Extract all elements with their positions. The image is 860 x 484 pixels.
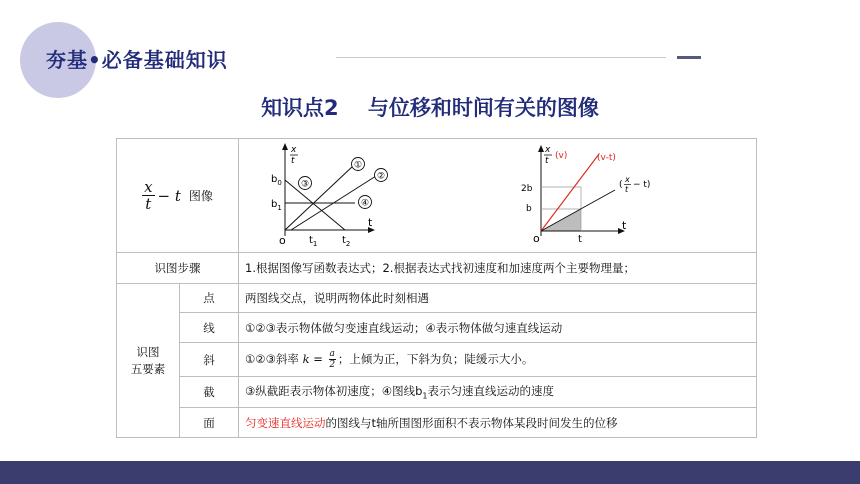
left-line-4-label: ④ <box>360 198 370 209</box>
element-text-area: 匀变速直线运动的图线与t轴所围图形面积不表示物体某段时间发生的位移 <box>239 408 757 438</box>
table-row <box>117 284 757 313</box>
right-tick-2b: 2b <box>521 184 533 194</box>
left-line-3 <box>285 180 345 230</box>
knowledge-table <box>116 138 757 438</box>
graph-left <box>271 143 388 248</box>
right-xt-num: x <box>625 175 630 184</box>
right-axis-y-den: t <box>545 156 549 166</box>
element-key-slope: 斜 <box>180 343 239 377</box>
left-origin: o <box>279 234 286 247</box>
table-row <box>117 408 757 438</box>
header-dash-mark <box>677 56 701 59</box>
left-t1-label: $t_1$ <box>309 235 318 248</box>
graph-label: 图像 <box>188 189 213 203</box>
graph-label-cell <box>117 139 239 253</box>
table-row-graph <box>117 139 757 253</box>
left-line-1 <box>285 166 353 230</box>
element-text-slope: ①②③斜率 k = $\frac{a}{2}$ ；上倾为正，下斜为负；陡缓示大小。 <box>239 343 757 377</box>
graph-cell <box>239 139 757 253</box>
table-row <box>117 377 757 408</box>
section-title: 知识点2 与位移和时间有关的图像 <box>261 96 599 120</box>
table-row <box>117 313 757 343</box>
table-row <box>117 343 757 377</box>
left-b0-label: $b_0$ <box>271 174 282 187</box>
right-origin: o <box>533 232 540 245</box>
element-key-point: 点 <box>180 284 239 313</box>
graphs-svg <box>239 139 756 249</box>
formula-x-over-t-minus-t: $\frac{x}{t}$ − t <box>144 178 181 213</box>
five-elements-label: 识图 五要素 <box>117 284 180 438</box>
left-axis-y-num: x <box>291 145 297 155</box>
left-t2-label: $t_2$ <box>342 235 351 248</box>
right-axis-y-suffix: (v) <box>555 151 568 161</box>
left-line-1-label: ① <box>353 160 363 171</box>
header-title: 夯基•必备基础知识 <box>46 48 228 72</box>
right-vt-label: (v-t) <box>597 153 616 163</box>
right-xt-prefix: ( <box>619 180 623 190</box>
element-text-line: ①②③表示物体做匀变速直线运动；④表示物体做匀速直线运动 <box>239 313 757 343</box>
footer-bar <box>0 461 860 484</box>
table-row-steps <box>117 253 757 284</box>
steps-text: 1.根据图像写函数表达式；2.根据表达式找初速度和加速度两个主要物理量； <box>239 253 757 284</box>
right-xt-suffix: − t) <box>633 180 651 190</box>
element-text-point: 两图线交点，说明两物体此时刻相遇 <box>239 284 757 313</box>
header-divider <box>336 57 666 58</box>
element-key-area: 面 <box>180 408 239 438</box>
right-xt-den: t <box>625 185 629 194</box>
right-axis-y-num: x <box>545 145 551 155</box>
right-tick-b: b <box>526 204 532 214</box>
left-line-3-label: ③ <box>300 179 310 190</box>
element-key-intercept: 截 <box>180 377 239 408</box>
right-tick-t: t <box>578 234 582 245</box>
graph-right <box>521 145 650 245</box>
steps-label: 识图步骤 <box>117 253 239 284</box>
right-axis-x-label: t <box>622 219 627 232</box>
left-axis-y-den: t <box>291 156 295 166</box>
slope-fraction: $\frac{a}{2}$ <box>329 349 336 370</box>
element-text-intercept: ③纵截距表示物体初速度；④图线$b_1$表示匀速直线运动的速度 <box>239 377 757 408</box>
element-key-line: 线 <box>180 313 239 343</box>
left-axis-x-label: t <box>368 216 373 229</box>
left-b1-label: $b_1$ <box>271 199 282 212</box>
left-line-2-label: ② <box>376 171 386 182</box>
